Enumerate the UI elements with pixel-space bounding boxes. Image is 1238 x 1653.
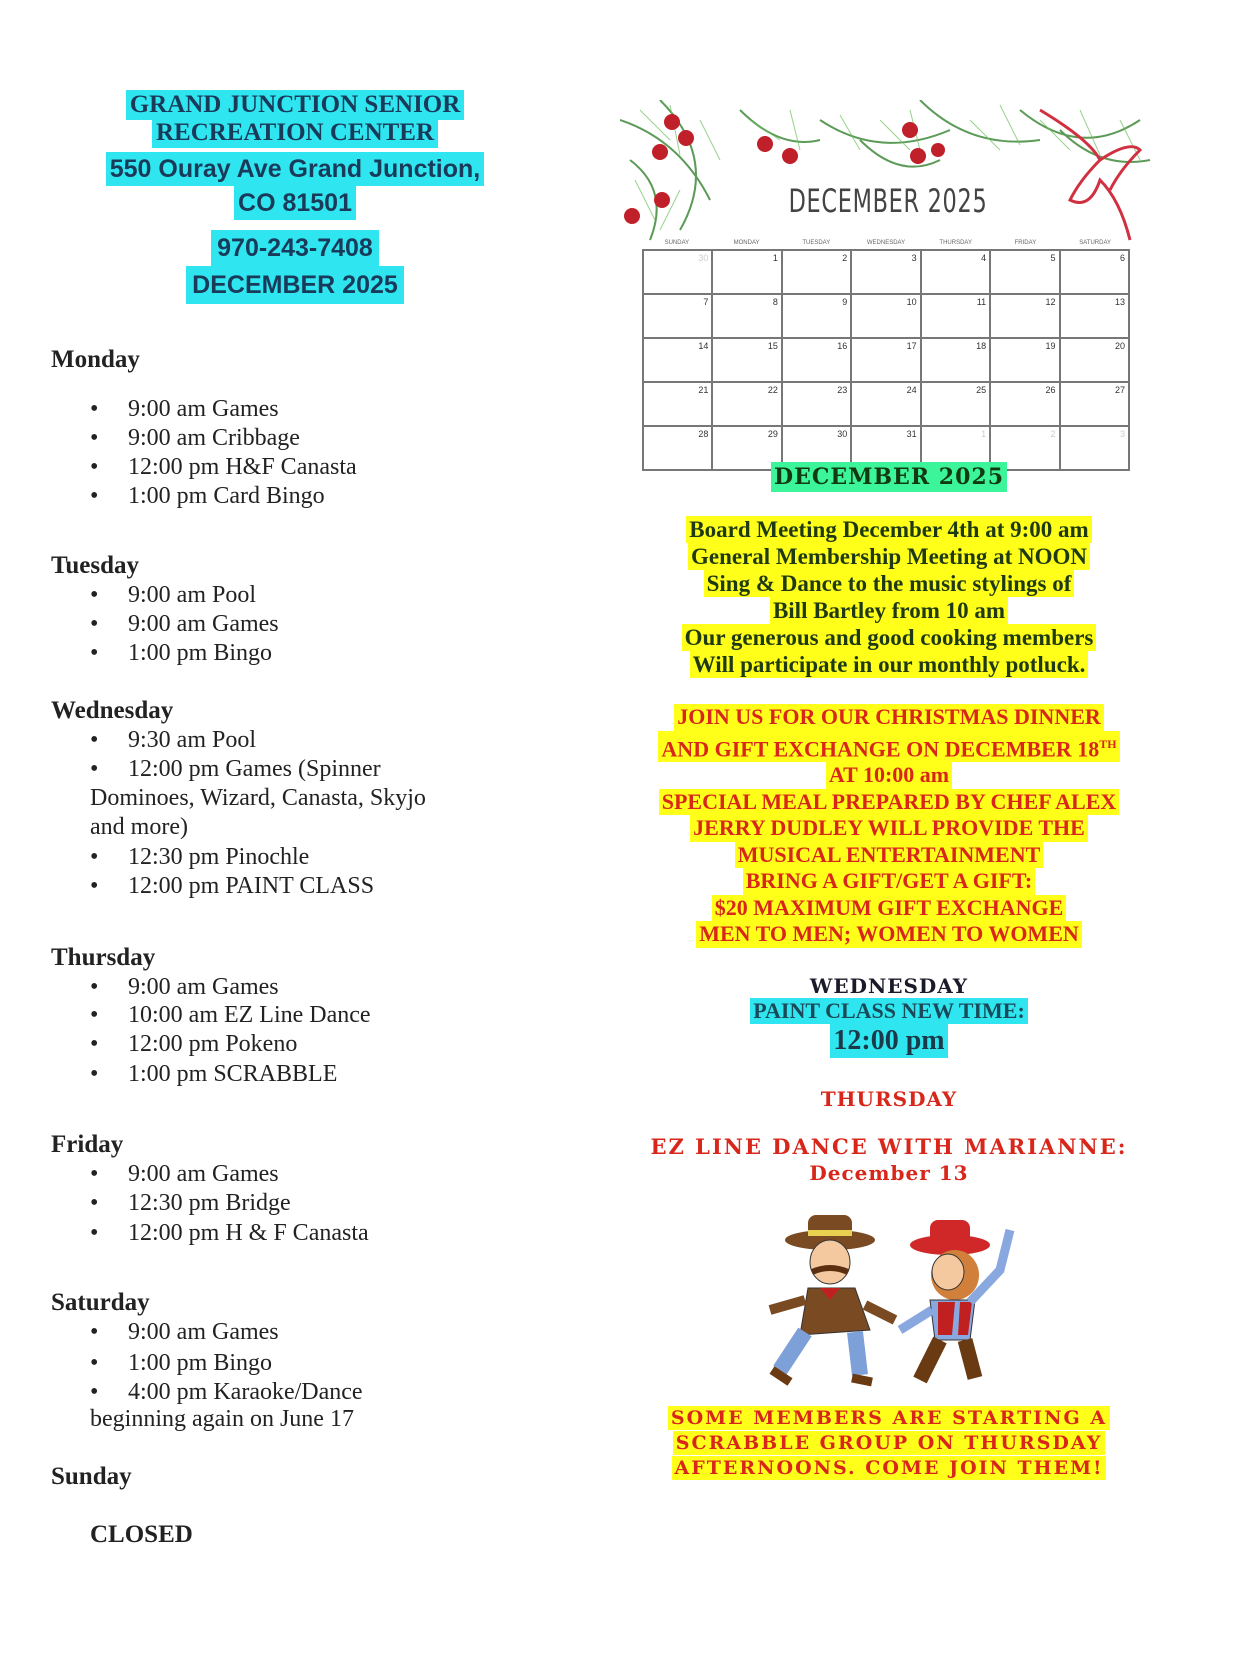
calendar-day: 2 xyxy=(782,250,851,294)
day-heading-friday: Friday xyxy=(51,1131,124,1158)
org-name-line2: RECREATION CENTER xyxy=(152,118,438,148)
announcement-line: SPECIAL MEAL PREPARED BY CHEF ALEX xyxy=(659,789,1120,816)
december-calendar xyxy=(620,100,1156,452)
phone-number: 970-243-7408 xyxy=(211,230,379,266)
calendar-day: 7 xyxy=(643,294,712,338)
notice-line: AFTERNOONS. COME JOIN THEM! xyxy=(672,1456,1107,1480)
calendar-day: 3 xyxy=(1060,426,1129,470)
calendar-day: 1 xyxy=(921,426,990,470)
calendar-day: 28 xyxy=(643,426,712,470)
calendar-day: 21 xyxy=(643,382,712,426)
weekday-header: MONDAY xyxy=(733,240,760,246)
day-heading-wednesday: Wednesday xyxy=(51,697,174,724)
calendar-day: 3 xyxy=(851,250,920,294)
calendar-day: 4 xyxy=(921,250,990,294)
calendar-day: 31 xyxy=(851,426,920,470)
calendar-day: 2 xyxy=(990,426,1059,470)
calendar-day: 30 xyxy=(643,250,712,294)
weekday-header: WEDNESDAY xyxy=(866,240,906,246)
list-item: • 9:00 am Games xyxy=(90,974,279,1000)
month-label: DECEMBER 2025 xyxy=(771,462,1007,492)
list-item-continuation: and more) xyxy=(90,814,188,840)
calendar-day: 12 xyxy=(990,294,1059,338)
notice-line: EZ LINE DANCE WITH MARIANNE: xyxy=(650,1134,1128,1159)
scrabble-group-notice xyxy=(620,1406,1158,1481)
header-month: DECEMBER 2025 xyxy=(186,266,404,304)
sunday-closed-note: CLOSED xyxy=(90,1521,193,1548)
calendar-week xyxy=(643,250,1129,294)
list-item: • 1:00 pm SCRABBLE xyxy=(90,1061,338,1087)
calendar-day: 27 xyxy=(1060,382,1129,426)
calendar-week xyxy=(643,382,1129,426)
list-item: • 1:00 pm Bingo xyxy=(90,1350,273,1376)
announcement-line: Will participate in our monthly potluck. xyxy=(690,651,1089,678)
christmas-dinner-announcement xyxy=(620,704,1158,948)
day-heading-thursday: Thursday xyxy=(51,944,156,971)
calendar-day: 25 xyxy=(921,382,990,426)
notice-line: SCRABBLE GROUP ON THURSDAY xyxy=(673,1431,1106,1455)
weekday-header: SATURDAY xyxy=(1079,240,1112,246)
org-name-line1: GRAND JUNCTION SENIOR xyxy=(126,90,465,120)
weekday-header: THURSDAY xyxy=(939,240,972,246)
announcement-line: AT 10:00 am xyxy=(826,762,952,789)
calendar-day: 19 xyxy=(990,338,1059,382)
announcement-line: JERRY DUDLEY WILL PROVIDE THE xyxy=(690,815,1088,842)
day-heading-tuesday: Tuesday xyxy=(51,552,140,579)
notice-date: December 13 xyxy=(809,1161,969,1185)
calendar-day: 20 xyxy=(1060,338,1129,382)
wednesday-notice xyxy=(620,974,1158,1058)
list-item: • 9:00 am Games xyxy=(90,611,279,637)
calendar-week xyxy=(643,294,1129,338)
calendar-grid xyxy=(642,240,1130,471)
announcement-line: $20 MAXIMUM GIFT EXCHANGE xyxy=(712,895,1067,922)
calendar-day: 24 xyxy=(851,382,920,426)
calendar-day: 22 xyxy=(712,382,781,426)
line-dancers-illustration xyxy=(760,1210,1035,1390)
day-heading-sunday: Sunday xyxy=(51,1463,132,1490)
calendar-day: 10 xyxy=(851,294,920,338)
calendar-day: 1 xyxy=(712,250,781,294)
list-item: • 9:00 am Games xyxy=(90,1161,279,1187)
calendar-day: 16 xyxy=(782,338,851,382)
holly-garland-illustration xyxy=(620,100,1156,250)
list-item: • 12:00 pm H&F Canasta xyxy=(90,454,357,480)
list-item-continuation: beginning again on June 17 xyxy=(90,1406,354,1432)
announcement-line: Bill Bartley from 10 am xyxy=(770,597,1008,624)
calendar-week xyxy=(643,338,1129,382)
list-item-continuation: Dominoes, Wizard, Canasta, Skyjo xyxy=(90,785,426,811)
weekday-header: TUESDAY xyxy=(802,240,831,246)
list-item: • 9:00 am Games xyxy=(90,1319,279,1345)
notice-line: SOME MEMBERS ARE STARTING A xyxy=(668,1406,1110,1430)
announcement-line: Our generous and good cooking members xyxy=(682,624,1097,651)
list-item: • 12:00 pm PAINT CLASS xyxy=(90,873,375,899)
calendar-day: 8 xyxy=(712,294,781,338)
thursday-notice xyxy=(620,1086,1158,1186)
address-line2: CO 81501 xyxy=(234,186,356,220)
calendar-title: DECEMBER 2025 xyxy=(788,182,988,220)
list-item: • 9:30 am Pool xyxy=(90,727,257,753)
announcement-line: Sing & Dance to the music stylings of xyxy=(704,570,1075,597)
day-heading-saturday: Saturday xyxy=(51,1289,150,1316)
announcement-line: Board Meeting December 4th at 9:00 am xyxy=(686,516,1091,543)
calendar-day: 11 xyxy=(921,294,990,338)
list-item: • 12:00 pm H & F Canasta xyxy=(90,1220,369,1246)
calendar-day: 14 xyxy=(643,338,712,382)
weekday-header: SUNDAY xyxy=(664,240,690,246)
calendar-day: 23 xyxy=(782,382,851,426)
announcement-line: AND GIFT EXCHANGE ON DECEMBER 18TH xyxy=(658,731,1119,763)
announcement-line: MUSICAL ENTERTAINMENT xyxy=(735,842,1044,869)
day-heading-monday: Monday xyxy=(51,346,140,373)
list-item: • 1:00 pm Bingo xyxy=(90,640,273,666)
calendar-day: 17 xyxy=(851,338,920,382)
calendar-day: 15 xyxy=(712,338,781,382)
calendar-day: 6 xyxy=(1060,250,1129,294)
calendar-day: 26 xyxy=(990,382,1059,426)
announcement-line: JOIN US FOR OUR CHRISTMAS DINNER xyxy=(674,704,1104,731)
notice-day: THURSDAY xyxy=(820,1087,958,1111)
list-item: • 12:00 pm Pokeno xyxy=(90,1031,298,1057)
calendar-day: 9 xyxy=(782,294,851,338)
weekday-header: FRIDAY xyxy=(1014,240,1037,246)
calendar-day: 13 xyxy=(1060,294,1129,338)
list-item: • 12:30 pm Bridge xyxy=(90,1190,291,1216)
announcement-line: General Membership Meeting at NOON xyxy=(688,543,1090,570)
calendar-day: 5 xyxy=(990,250,1059,294)
calendar-day: 18 xyxy=(921,338,990,382)
list-item: • 9:00 am Pool xyxy=(90,582,257,608)
list-item: • 9:00 am Games xyxy=(90,396,279,422)
list-item: • 12:30 pm Pinochle xyxy=(90,844,310,870)
list-item: • 4:00 pm Karaoke/Dance xyxy=(90,1379,363,1405)
list-item: • 12:00 pm Games (Spinner xyxy=(90,756,381,782)
notice-time: 12:00 pm xyxy=(830,1024,947,1058)
announcement-line: BRING A GIFT/GET A GIFT: xyxy=(743,868,1035,895)
list-item: • 10:00 am EZ Line Dance xyxy=(90,1002,371,1028)
list-item: • 9:00 am Cribbage xyxy=(90,425,300,451)
meeting-announcements xyxy=(620,516,1158,678)
list-item: • 1:00 pm Card Bingo xyxy=(90,483,325,509)
notice-day: WEDNESDAY xyxy=(809,974,969,998)
address-line1: 550 Ouray Ave Grand Junction, xyxy=(106,152,484,186)
announcement-line: MEN TO MEN; WOMEN TO WOMEN xyxy=(696,921,1082,948)
calendar-day: 30 xyxy=(782,426,851,470)
center-header xyxy=(40,90,550,304)
notice-line: PAINT CLASS NEW TIME: xyxy=(750,998,1028,1024)
calendar-day: 29 xyxy=(712,426,781,470)
